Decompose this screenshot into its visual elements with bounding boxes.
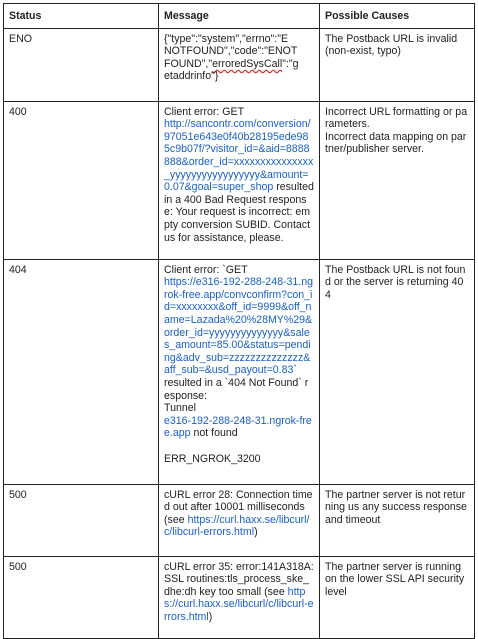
message-line: {"type":"system","errno":"E xyxy=(164,32,289,45)
message-prefix: cURL error 35: error:141A318A:SSL routines:tls_process_ske_dhe:dh key too small (see xyxy=(164,560,314,598)
spellcheck-underline: erroredSysCall xyxy=(212,57,283,70)
status-cell: 404 xyxy=(4,259,159,484)
message-after-link: ` xyxy=(293,364,297,377)
message-line: NOTFOUND","code":"ENOT xyxy=(164,45,298,58)
table-row xyxy=(4,484,475,556)
cause-cell: The Postback URL is not found or the server is returning 404 xyxy=(320,259,475,484)
message-cell xyxy=(159,259,320,484)
spacer xyxy=(164,440,314,453)
status-cell: 500 xyxy=(4,484,159,556)
message-link-2-suffix: not found xyxy=(190,427,238,440)
header-row xyxy=(4,4,475,29)
message-suffix: resulted in a 400 Bad Request response: Your request is incorrect: empty conversion SUBID. Contact us for assistance, please. xyxy=(164,181,314,244)
cause-cell xyxy=(320,101,475,259)
message-line xyxy=(164,58,314,71)
message-line: Tunnel xyxy=(164,402,196,415)
message-line: etaddrinfo"} xyxy=(164,70,219,83)
cause-line: Incorrect URL formatting or parameters. xyxy=(325,105,468,131)
status-cell: ENO xyxy=(4,28,159,101)
table-row xyxy=(4,556,475,638)
message-cell xyxy=(159,28,320,101)
cause-cell: The partner server is not returning us any success response and timeout xyxy=(320,484,475,556)
message-cell xyxy=(159,484,320,556)
message-cell xyxy=(159,556,320,638)
header-possible-causes: Possible Causes xyxy=(320,4,475,29)
table-row xyxy=(4,101,475,259)
message-suffix: ) xyxy=(254,526,258,539)
message-cell xyxy=(159,101,320,259)
table-row xyxy=(4,28,475,101)
status-cell: 400 xyxy=(4,101,159,259)
message-link[interactable]: https://curl.haxx.se/libcurl/c/libcurl-errors.html xyxy=(164,513,310,539)
message-prefix: cURL error 28: Connection timed out after 10001 milliseconds (see xyxy=(164,488,313,526)
message-prefix: Client error: `GET xyxy=(164,263,248,276)
header-message: Message xyxy=(159,4,320,29)
message-link[interactable]: http://sancontr.com/conversion/97051e643e0f40b28195ede985c9b07f/?visitor_id=&aid=8888888&order_id=xxxxxxxxxxxxxxx_yyyyyyyyyyyyyyyyy&amount=0.07&goal=super_shop xyxy=(164,118,314,194)
cause-cell: The partner server is running on the lower SSL API security level xyxy=(320,556,475,638)
status-cell: 500 xyxy=(4,556,159,638)
message-link[interactable]: https://e316-192-288-248-31.ngrok-free.app/convconfirm?con_id=xxxxxxxx&off_id=9999&off_name=Lazada%20%28MY%29&order_id=yyyyyyyyyyyyyy&sales_amount=85.00&status=pending&adv_sub=zzzzzzzzzzzzzz&aff_sub=&usd_payout=0.83 xyxy=(164,276,314,377)
table-row xyxy=(4,259,475,484)
message-line: resulted in a `404 Not Found` response: xyxy=(164,376,309,402)
cause-cell: The Postback URL is invalid (non-exist, typo) xyxy=(320,28,475,101)
message-suffix: ) xyxy=(208,610,213,623)
message-prefix: Client error: GET xyxy=(164,105,245,118)
message-text: FOUND","erroredSysCall":"g xyxy=(164,57,299,70)
error-table xyxy=(3,3,475,639)
cause-line: Incorrect data mapping on partner/publisher server. xyxy=(325,130,467,156)
message-link-2[interactable]: e316-192-288-248-31.ngrok-free.app xyxy=(164,414,312,440)
message-footer: ERR_NGROK_3200 xyxy=(164,452,261,465)
message-link[interactable]: https://curl.haxx.se/libcurl/c/libcurl-errors.html xyxy=(164,585,314,623)
header-status: Status xyxy=(4,4,159,29)
